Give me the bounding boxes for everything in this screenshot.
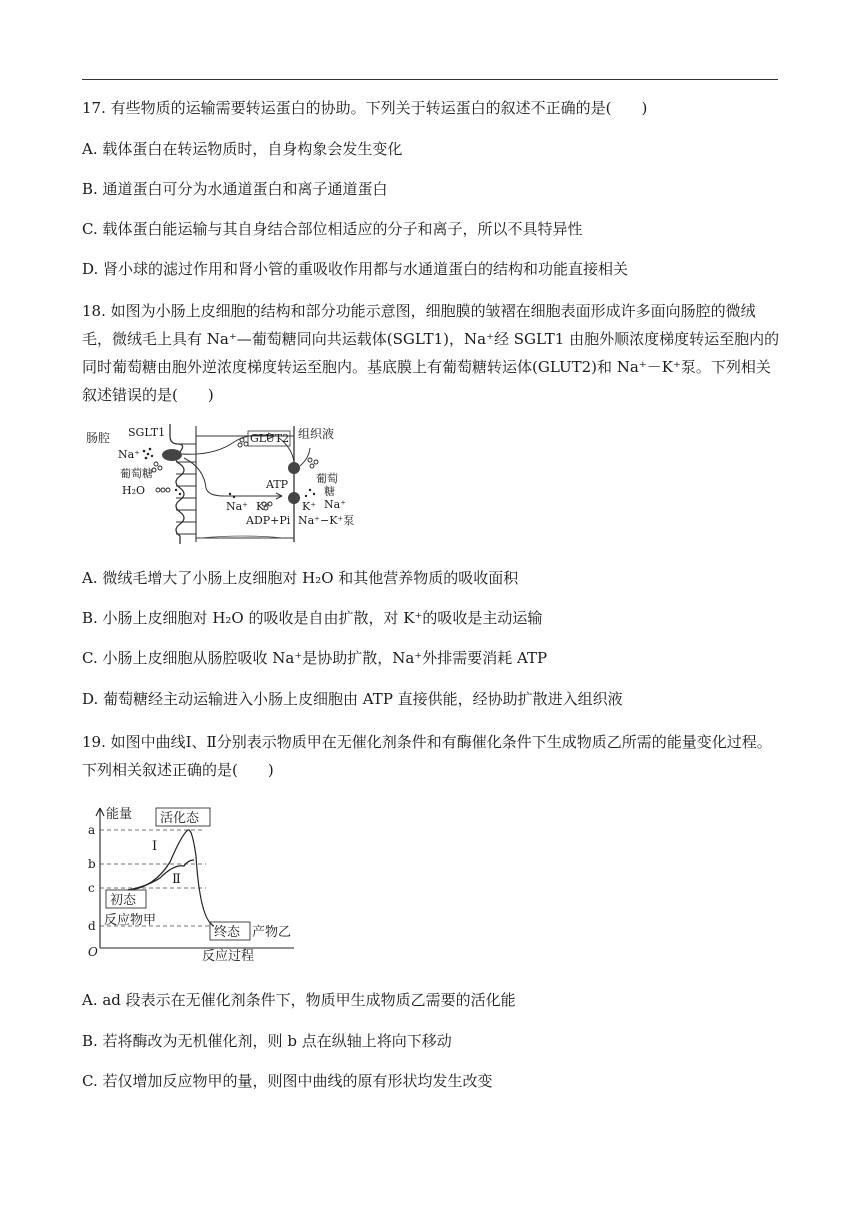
- q18-option-b: B. 小肠上皮细胞对 H₂O 的吸收是自由扩散，对 K⁺的吸收是主动运输: [82, 609, 543, 627]
- label-initial: 初态: [110, 893, 137, 908]
- label-atp: ATP: [266, 478, 289, 491]
- q17-option-c: C. 载体蛋白能运输与其自身结合部位相适应的分子和离子，所以不具特异性: [82, 220, 583, 238]
- tick-d: d: [88, 919, 96, 933]
- q18-option-a: A. 微绒毛增大了小肠上皮细胞对 H₂O 和其他营养物质的吸收面积: [82, 569, 519, 587]
- microvilli-membrane: [170, 424, 184, 544]
- label-na-right: Na⁺: [324, 498, 346, 511]
- label-adp: ADP+Pi: [246, 514, 291, 527]
- q19-option-c: C. 若仅增加反应物甲的量，则图中曲线的原有形状均发生改变: [82, 1072, 493, 1090]
- na-k-pump: [288, 492, 300, 504]
- label-glut2: GLUT2: [250, 432, 290, 445]
- q17-option-a: A. 载体蛋白在转运物质时，自身构象会发生变化: [82, 140, 403, 158]
- label-final: 终态: [214, 925, 241, 940]
- q17-option-d: D. 肾小球的滤过作用和肾小管的重吸收作用都与水通道蛋白的结构和功能直接相关: [82, 260, 629, 278]
- q19-option-a: A. ad 段表示在无催化剂条件下，物质甲生成物质乙需要的活化能: [82, 991, 516, 1009]
- x-axis-label: 反应过程: [202, 949, 255, 964]
- label-reactant: 反应物甲: [104, 913, 157, 928]
- origin-label: O: [88, 945, 98, 959]
- label-water: H₂O: [122, 484, 146, 497]
- energy-diagram: [84, 800, 304, 968]
- label-curve-1: Ⅰ: [152, 839, 158, 854]
- label-pump: Na⁺−K⁺泵: [298, 514, 355, 527]
- tick-c: c: [88, 881, 95, 895]
- label-k-right: K⁺: [302, 500, 317, 513]
- top-rule: [82, 79, 778, 80]
- y-axis-label: 能量: [106, 807, 133, 822]
- label-na-lumen: Na⁺: [118, 448, 140, 461]
- label-product: 产物乙: [252, 925, 292, 940]
- curve-2-line: [128, 860, 194, 890]
- label-activated: 活化态: [160, 811, 200, 826]
- curve-1-line: [128, 830, 214, 926]
- q18-option-d: D. 葡萄糖经主动运输进入小肠上皮细胞由 ATP 直接供能，经协助扩散进入组织液: [82, 690, 623, 708]
- tick-a: a: [88, 823, 96, 837]
- label-sglt1: SGLT1: [128, 426, 166, 439]
- label-curve-2: Ⅱ: [172, 872, 181, 887]
- q18-stem: 18. 如图为小肠上皮细胞的结构和部分功能示意图，细胞膜的皱褶在细胞表面形成许多面向肠腔的微绒毛，微绒毛上具有 Na⁺—葡萄糖同向共运载体(SGLT1)，Na⁺经 SGLT1 由胞外顺浓度梯度转运至胞内的同时葡萄糖由胞外逆浓度梯度转运至胞内。基底膜上有葡萄糖转运体(GLUT2)和 Na⁺－K⁺泵。下列相关叙述错误的是( ): [82, 302, 780, 404]
- label-lumen: 肠腔: [86, 431, 111, 445]
- label-tissue-fluid: 组织液: [298, 427, 335, 441]
- q19-stem: 19. 如图中曲线Ⅰ、Ⅱ分别表示物质甲在无催化剂条件和有酶催化条件下生成物质乙所需的能量变化过程。下列相关叙述正确的是( ): [82, 733, 772, 779]
- q17-stem: 17. 有些物质的运输需要转运蛋白的协助。下列关于转运蛋白的叙述不正确的是( ): [82, 99, 648, 117]
- q19-option-b: B. 若将酶改为无机催化剂，则 b 点在纵轴上将向下移动: [82, 1032, 452, 1050]
- label-na-inner: Na⁺: [226, 500, 248, 513]
- label-glucose-lumen: 葡萄糖: [120, 467, 153, 480]
- tick-b: b: [88, 857, 96, 871]
- label-glucose-right-1: 葡萄: [316, 472, 338, 485]
- q17-option-b: B. 通道蛋白可分为水通道蛋白和离子通道蛋白: [82, 180, 388, 198]
- label-glucose-right-2: 糖: [324, 485, 335, 498]
- sglt1-transporter: [162, 449, 182, 461]
- glut2-transporter: [288, 462, 300, 474]
- label-k-inner: K⁺: [256, 500, 271, 513]
- q18-option-c: C. 小肠上皮细胞从肠腔吸收 Na⁺是协助扩散，Na⁺外排需要消耗 ATP: [82, 649, 548, 667]
- intestinal-cell-diagram: [84, 418, 374, 546]
